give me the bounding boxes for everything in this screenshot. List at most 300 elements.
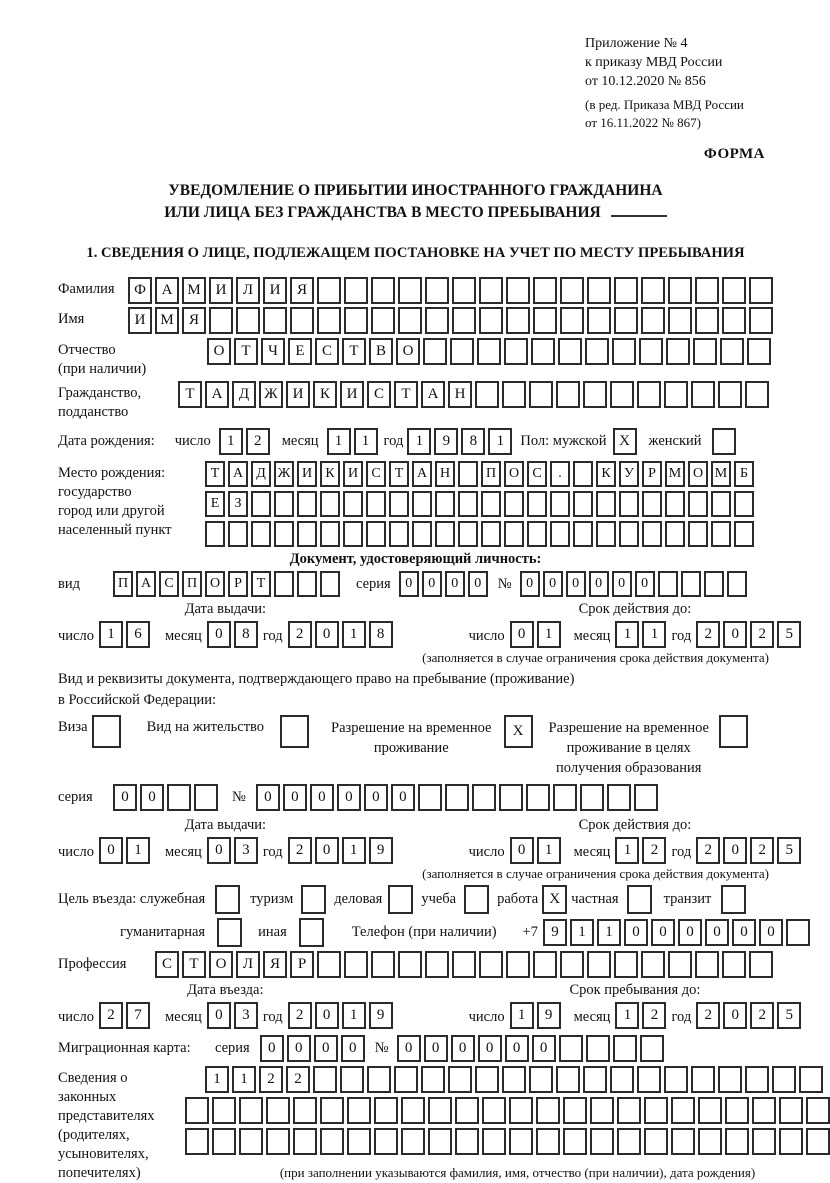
purpose-transit-checkbox [721, 885, 746, 914]
char-box [749, 277, 773, 304]
char-box [167, 784, 191, 811]
char-box [720, 338, 744, 365]
char-box: 9 [369, 1002, 393, 1029]
char-box: 0 [315, 1002, 339, 1029]
char-box [367, 1066, 391, 1093]
doc-valid-day-boxes [510, 621, 561, 648]
char-box: 0 [315, 621, 339, 648]
stay-month-label: месяц [573, 1008, 611, 1025]
permit-issue-title: Дата выдачи: [184, 817, 267, 833]
char-box [711, 491, 731, 517]
char-box: 2 [286, 1066, 310, 1093]
char-box [610, 1066, 634, 1093]
char-box [506, 277, 530, 304]
char-box [671, 1128, 695, 1155]
entry-month-boxes [207, 1002, 258, 1029]
char-box [556, 1066, 580, 1093]
char-box [587, 307, 611, 334]
appendix-block [585, 34, 773, 132]
char-box: 1 [615, 837, 639, 864]
char-box [412, 491, 432, 517]
char-box: А [421, 381, 445, 408]
citizenship-label-line1: Гражданство, [58, 385, 142, 401]
char-box [344, 951, 368, 978]
entry-month-label: месяц [164, 1008, 202, 1025]
char-box [293, 1128, 317, 1155]
stay-day-label: число [468, 1008, 505, 1025]
char-box: М [182, 277, 206, 304]
char-box [637, 381, 661, 408]
char-box [482, 1097, 506, 1124]
char-box: 0 [612, 571, 632, 597]
doc-type-label: вид [58, 575, 80, 592]
purpose-transit-label: транзит [663, 891, 712, 907]
char-box: 1 [342, 1002, 366, 1029]
char-box [92, 715, 121, 748]
char-box: Е [288, 338, 312, 365]
entry-year-label: год [262, 1008, 283, 1025]
char-box: 0 [341, 1035, 365, 1062]
char-box [721, 885, 746, 914]
profession-row [58, 951, 773, 978]
char-box [681, 571, 701, 597]
char-box: 2 [246, 428, 270, 455]
char-box: Е [205, 491, 225, 517]
purpose-extra-row [120, 918, 773, 947]
birth-month-boxes [327, 428, 378, 455]
migcard-series-boxes [260, 1035, 365, 1062]
birth-year-label: год [383, 433, 404, 449]
char-box: А [205, 381, 229, 408]
char-box [455, 1128, 479, 1155]
form-title-line1: УВЕДОМЛЕНИЕ О ПРИБЫТИИ ИНОСТРАННОГО ГРАЖДАНИНА [168, 182, 663, 199]
doc-issue-group [58, 621, 393, 648]
char-box: 2 [99, 1002, 123, 1029]
permit-number-boxes [256, 784, 658, 811]
char-box [725, 1128, 749, 1155]
doc-series-label: серия [356, 575, 391, 592]
legal-label-line5: усыновителях, [58, 1146, 149, 1162]
char-box: Т [394, 381, 418, 408]
char-box: Т [178, 381, 202, 408]
sex-male-label: Пол: мужской [520, 433, 607, 449]
char-box: 0 [543, 571, 563, 597]
char-box [274, 491, 294, 517]
migration-card-row [58, 1035, 773, 1062]
char-box: 0 [651, 919, 675, 946]
char-box: К [313, 381, 337, 408]
char-box: А [228, 461, 248, 487]
char-box: И [263, 277, 287, 304]
legal-note: (при заполнении указываются фамилия, имя, отчество (при наличии), дата рождения) [279, 1165, 756, 1180]
doc-issue-col [58, 601, 393, 648]
char-box [425, 951, 449, 978]
char-box [343, 491, 363, 517]
birth-day-boxes [219, 428, 270, 455]
char-box: 1 [342, 621, 366, 648]
char-box [745, 1066, 769, 1093]
phone-boxes [543, 919, 810, 946]
char-box [607, 784, 631, 811]
char-box [217, 918, 242, 947]
char-box [786, 919, 810, 946]
appendix-line-1: Приложение № 4 [585, 36, 688, 51]
temp-residence-checkbox [504, 715, 533, 748]
migration-card-label: Миграционная карта: [58, 1040, 191, 1056]
char-box [266, 1128, 290, 1155]
char-box [228, 521, 248, 547]
char-box: И [286, 381, 310, 408]
char-box [479, 307, 503, 334]
char-box: 1 [232, 1066, 256, 1093]
char-box: . [550, 461, 570, 487]
char-box [274, 571, 294, 597]
entry-date-title: Дата въезда: [187, 982, 264, 998]
char-box: Я [182, 307, 206, 334]
char-box [445, 784, 469, 811]
char-box [506, 951, 530, 978]
char-box [641, 277, 665, 304]
char-box [612, 338, 636, 365]
char-box: 0 [113, 784, 137, 811]
surname-row [58, 277, 773, 304]
char-box: 0 [723, 621, 747, 648]
char-box [718, 381, 742, 408]
char-box [619, 521, 639, 547]
char-box: 2 [288, 837, 312, 864]
char-box [340, 1066, 364, 1093]
char-box [617, 1097, 641, 1124]
char-box: 0 [99, 837, 123, 864]
stay-until-group [469, 1002, 802, 1029]
char-box [627, 885, 652, 914]
phone-prefix: +7 [522, 924, 538, 940]
permit-issue-col [58, 817, 393, 864]
char-box [274, 521, 294, 547]
char-box: 1 [327, 428, 351, 455]
char-box: И [209, 277, 233, 304]
char-box: 1 [126, 837, 150, 864]
purpose-private-label: частная [571, 891, 619, 907]
char-box [752, 1097, 776, 1124]
char-box: С [159, 571, 179, 597]
char-box [425, 307, 449, 334]
char-box [347, 1128, 371, 1155]
identity-doc-heading: Документ, удостоверяющий личность: [289, 551, 542, 567]
char-box [371, 307, 395, 334]
doc-issue-year-label: год [262, 627, 283, 644]
char-box [614, 277, 638, 304]
char-box [704, 571, 724, 597]
char-box [644, 1097, 668, 1124]
temp-residence-label-line1: Разрешение на временное [331, 720, 492, 736]
char-box [320, 491, 340, 517]
purpose-study-label: учеба [421, 891, 457, 907]
char-box [533, 307, 557, 334]
char-box: 9 [369, 837, 393, 864]
char-box [499, 784, 523, 811]
legal-boxes-row1 [205, 1066, 830, 1093]
char-box: 1 [510, 1002, 534, 1029]
entry-dates-section [58, 982, 793, 1029]
char-box [560, 277, 584, 304]
char-box [527, 521, 547, 547]
doc-valid-title: Срок действия до: [578, 601, 692, 617]
phone-label: Телефон (при наличии) [351, 924, 497, 940]
char-box: 0 [445, 571, 465, 597]
legal-boxes-row2 [185, 1097, 830, 1124]
char-box [559, 1035, 583, 1062]
char-box [691, 1066, 715, 1093]
birth-month-label: месяц [281, 433, 319, 449]
char-box [251, 521, 271, 547]
char-box: К [596, 461, 616, 487]
char-box [745, 381, 769, 408]
char-box [209, 307, 233, 334]
char-box [637, 1066, 661, 1093]
temp-residence-edu-label-line1: Разрешение на временное [548, 720, 709, 736]
char-box [320, 521, 340, 547]
entry-day-boxes [99, 1002, 150, 1029]
char-box [711, 521, 731, 547]
char-box: 0 [397, 1035, 421, 1062]
char-box [596, 521, 616, 547]
char-box: 2 [642, 1002, 666, 1029]
char-box: А [136, 571, 156, 597]
char-box [590, 1128, 614, 1155]
permit-valid-note: (заполняется в случае ограничения срока действия документа) [422, 866, 769, 881]
char-box: 1 [642, 621, 666, 648]
purpose-humanitarian-label: гуманитарная [120, 924, 206, 940]
char-box [722, 307, 746, 334]
char-box [587, 277, 611, 304]
temp-residence-label [331, 715, 491, 758]
char-box: К [320, 461, 340, 487]
doc-valid-group [469, 621, 802, 648]
char-box [587, 951, 611, 978]
char-box [297, 521, 317, 547]
given-name-row [58, 307, 773, 334]
char-box: 2 [696, 1002, 720, 1029]
char-box: 0 [705, 919, 729, 946]
char-box [428, 1128, 452, 1155]
char-box: 5 [777, 837, 801, 864]
char-box: Ч [261, 338, 285, 365]
char-box: 0 [207, 621, 231, 648]
char-box [640, 1035, 664, 1062]
permit-type-row [58, 715, 773, 778]
char-box [617, 1128, 641, 1155]
char-box: 2 [259, 1066, 283, 1093]
residence-permit-checkbox [280, 715, 309, 748]
char-box [458, 461, 478, 487]
char-box: 2 [696, 621, 720, 648]
entry-date-group [58, 1002, 393, 1029]
char-box: 5 [777, 1002, 801, 1029]
char-box: 1 [219, 428, 243, 455]
doc-number-label: № [497, 575, 512, 592]
char-box: 0 [283, 784, 307, 811]
char-box [664, 381, 688, 408]
char-box: 1 [570, 919, 594, 946]
patronymic-label [58, 338, 207, 379]
permit-valid-group [469, 837, 802, 864]
char-box [239, 1128, 263, 1155]
char-box: 1 [488, 428, 512, 455]
permit-issue-day-label: число [58, 843, 94, 860]
birth-day-label: число [174, 433, 211, 449]
char-box: X [542, 885, 567, 914]
char-box: 2 [750, 621, 774, 648]
char-box: 0 [140, 784, 164, 811]
char-box: Ж [274, 461, 294, 487]
char-box [215, 885, 240, 914]
char-box: М [155, 307, 179, 334]
char-box: 5 [777, 621, 801, 648]
char-box: П [182, 571, 202, 597]
char-box [266, 1097, 290, 1124]
char-box: С [367, 381, 391, 408]
char-box: 0 [256, 784, 280, 811]
permit-dates-section [58, 817, 793, 864]
legal-label-line6: попечителях) [58, 1165, 141, 1181]
char-box [394, 1066, 418, 1093]
char-box [665, 491, 685, 517]
profession-boxes [155, 951, 773, 978]
char-box [297, 571, 317, 597]
char-box: 8 [461, 428, 485, 455]
legal-representatives-label [58, 1066, 205, 1183]
char-box [479, 951, 503, 978]
char-box [806, 1128, 830, 1155]
char-box: 9 [543, 919, 567, 946]
char-box [502, 1066, 526, 1093]
char-box: 1 [99, 621, 123, 648]
char-box [371, 277, 395, 304]
char-box: 0 [510, 621, 534, 648]
char-box: А [412, 461, 432, 487]
char-box [668, 951, 692, 978]
char-box [236, 307, 260, 334]
appendix-line-4: (в ред. Приказа МВД России [585, 97, 744, 112]
permit-series-label: серия [58, 789, 93, 805]
char-box [668, 277, 692, 304]
char-box [455, 1097, 479, 1124]
char-box [398, 307, 422, 334]
char-box [560, 307, 584, 334]
form-title-line2-wrap [58, 202, 773, 224]
char-box: 0 [505, 1035, 529, 1062]
doc-issue-month-boxes [207, 621, 258, 648]
doc-dates-section [58, 601, 793, 648]
surname-boxes [128, 277, 773, 304]
patronymic-row [58, 338, 773, 379]
char-box: С [155, 951, 179, 978]
char-box: Т [182, 951, 206, 978]
char-box [671, 1097, 695, 1124]
char-box [614, 307, 638, 334]
char-box: Я [290, 277, 314, 304]
char-box [573, 521, 593, 547]
char-box [665, 521, 685, 547]
citizenship-boxes [178, 381, 769, 408]
purpose-official-label: Цель въезда: служебная [58, 891, 206, 907]
char-box [481, 521, 501, 547]
permit-issue-month-label: месяц [164, 843, 202, 860]
char-box [666, 338, 690, 365]
char-box [688, 521, 708, 547]
identity-doc-row [58, 571, 773, 597]
char-box: 2 [288, 621, 312, 648]
char-box [725, 1097, 749, 1124]
char-box [374, 1097, 398, 1124]
char-box: 0 [635, 571, 655, 597]
char-box [634, 784, 658, 811]
char-box [529, 1066, 553, 1093]
char-box [504, 521, 524, 547]
temp-residence-edu-label-line2: проживание в целях [566, 740, 691, 756]
purpose-work-checkbox [542, 885, 567, 914]
char-box: П [113, 571, 133, 597]
char-box: 3 [234, 1002, 258, 1029]
char-box [475, 1066, 499, 1093]
stay-day-boxes [510, 1002, 561, 1029]
char-box [752, 1128, 776, 1155]
char-box [614, 951, 638, 978]
stay-until-col [469, 982, 802, 1029]
char-box [475, 381, 499, 408]
char-box [583, 1066, 607, 1093]
char-box: 0 [207, 837, 231, 864]
char-box [749, 951, 773, 978]
char-box: 1 [537, 621, 561, 648]
doc-valid-col [469, 601, 802, 648]
char-box: 6 [126, 621, 150, 648]
title-blank-underline [611, 204, 667, 217]
stay-year-boxes [696, 1002, 801, 1029]
temp-residence-label-line2: проживание [373, 740, 449, 756]
char-box [668, 307, 692, 334]
char-box [212, 1097, 236, 1124]
char-box [693, 338, 717, 365]
char-box: 0 [310, 784, 334, 811]
char-box [691, 381, 715, 408]
doc-issue-year-boxes [288, 621, 393, 648]
char-box [560, 951, 584, 978]
char-box [563, 1128, 587, 1155]
char-box [536, 1128, 560, 1155]
permit-valid-month-label: месяц [573, 843, 611, 860]
char-box: Т [342, 338, 366, 365]
char-box [596, 491, 616, 517]
char-box: 9 [537, 1002, 561, 1029]
char-box [695, 277, 719, 304]
permit-intro-line2: в Российской Федерации: [58, 692, 217, 708]
char-box: М [665, 461, 685, 487]
char-box [558, 338, 582, 365]
stay-until-title: Срок пребывания до: [569, 982, 701, 998]
char-box [435, 521, 455, 547]
char-box [641, 307, 665, 334]
birth-date-label: Дата рождения: [58, 433, 155, 449]
char-box [504, 338, 528, 365]
stay-year-label: год [671, 1008, 692, 1025]
char-box [194, 784, 218, 811]
char-box: 0 [337, 784, 361, 811]
char-box [531, 338, 555, 365]
birthplace-label [58, 461, 205, 540]
legal-representatives-boxes-block [205, 1066, 830, 1181]
